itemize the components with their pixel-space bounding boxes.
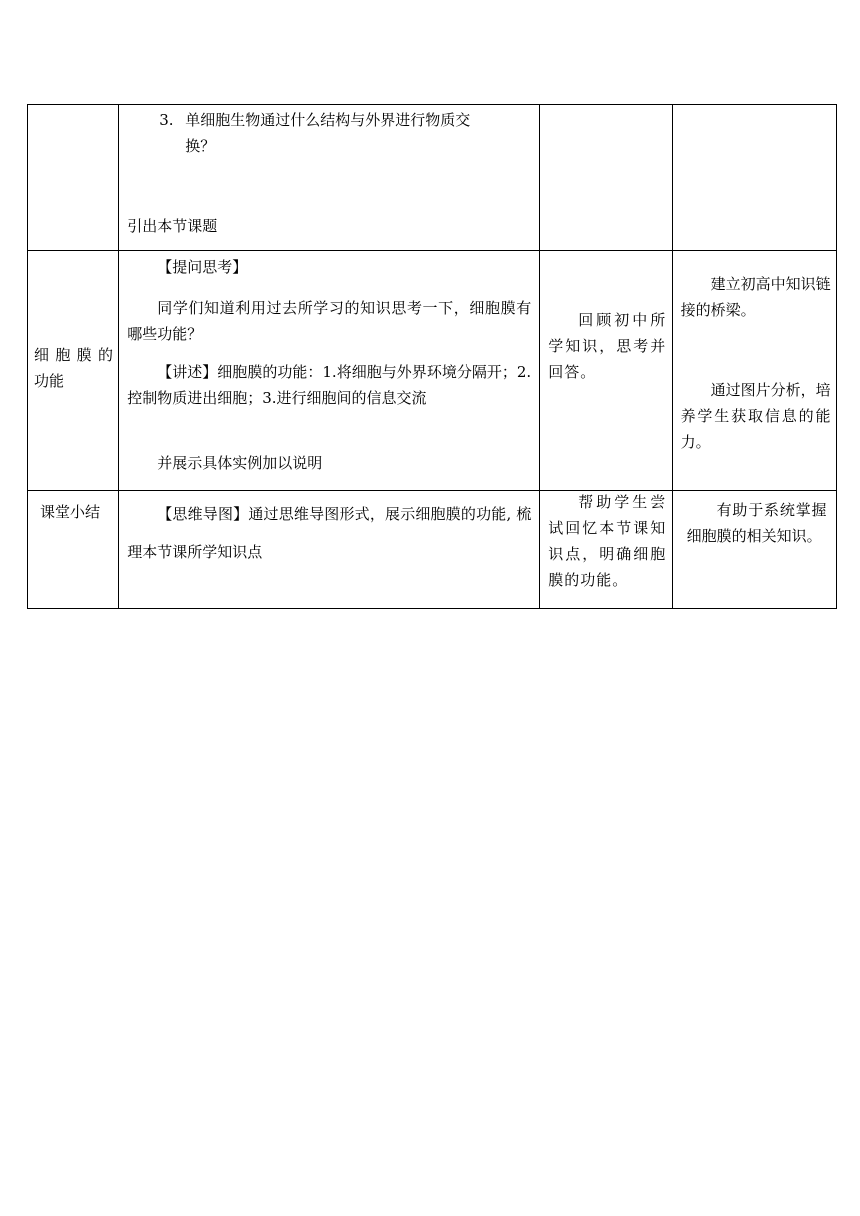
section-heading: 【提问思考】 — [157, 258, 248, 276]
design-intent-text: 建立初高中知识链接的桥梁。 — [680, 275, 831, 319]
stage-title: 课堂小结 — [40, 503, 101, 521]
student-activity-cell — [540, 105, 672, 251]
student-activity-cell — [540, 251, 672, 491]
activity-cell — [119, 105, 540, 251]
stage-cell — [28, 105, 119, 251]
design-intent-text: 通过图片分析，培养学生获取信息的能力。 — [680, 381, 831, 451]
table-row — [28, 491, 837, 609]
table-row — [28, 251, 837, 491]
summary-text: 【思维导图】通过思维导图形式，展示细胞膜的功能, 梳理本节课所学知识点 — [127, 505, 532, 561]
lecture-text: 【讲述】细胞膜的功能：1.将细胞与外界环境分隔开；2.控制物质进出细胞；3.进行细胞间的信息交流 — [127, 363, 532, 407]
list-item-text-continued: 换？ — [185, 137, 216, 155]
stage-title-line1: 细胞膜的 — [34, 346, 113, 364]
student-activity-text: 回顾初中所学知识，思考并回答。 — [548, 311, 667, 381]
stage-cell — [28, 491, 119, 609]
activity-cell — [119, 491, 540, 609]
list-item-text: 单细胞生物通过什么结构与外界进行物质交 — [185, 111, 471, 129]
list-number: 3. — [159, 111, 174, 129]
example-text: 并展示具体实例加以说明 — [157, 454, 323, 472]
design-intent-cell — [672, 491, 836, 609]
lead-in-text: 引出本节课题 — [127, 217, 218, 235]
activity-cell — [119, 251, 540, 491]
student-activity-text: 帮助学生尝试回忆本节课知识点，明确细胞膜的功能。 — [548, 493, 667, 589]
lesson-plan-table — [27, 104, 837, 609]
stage-cell — [28, 251, 119, 491]
design-intent-text: 有助于系统掌握细胞膜的相关知识。 — [686, 501, 827, 545]
table-row — [28, 105, 837, 251]
stage-title-line2: 功能 — [34, 372, 65, 390]
design-intent-cell — [672, 105, 836, 251]
question-text: 同学们知道利用过去所学习的知识思考一下，细胞膜有哪些功能？ — [127, 299, 532, 343]
student-activity-cell — [540, 491, 672, 609]
design-intent-cell — [672, 251, 836, 491]
